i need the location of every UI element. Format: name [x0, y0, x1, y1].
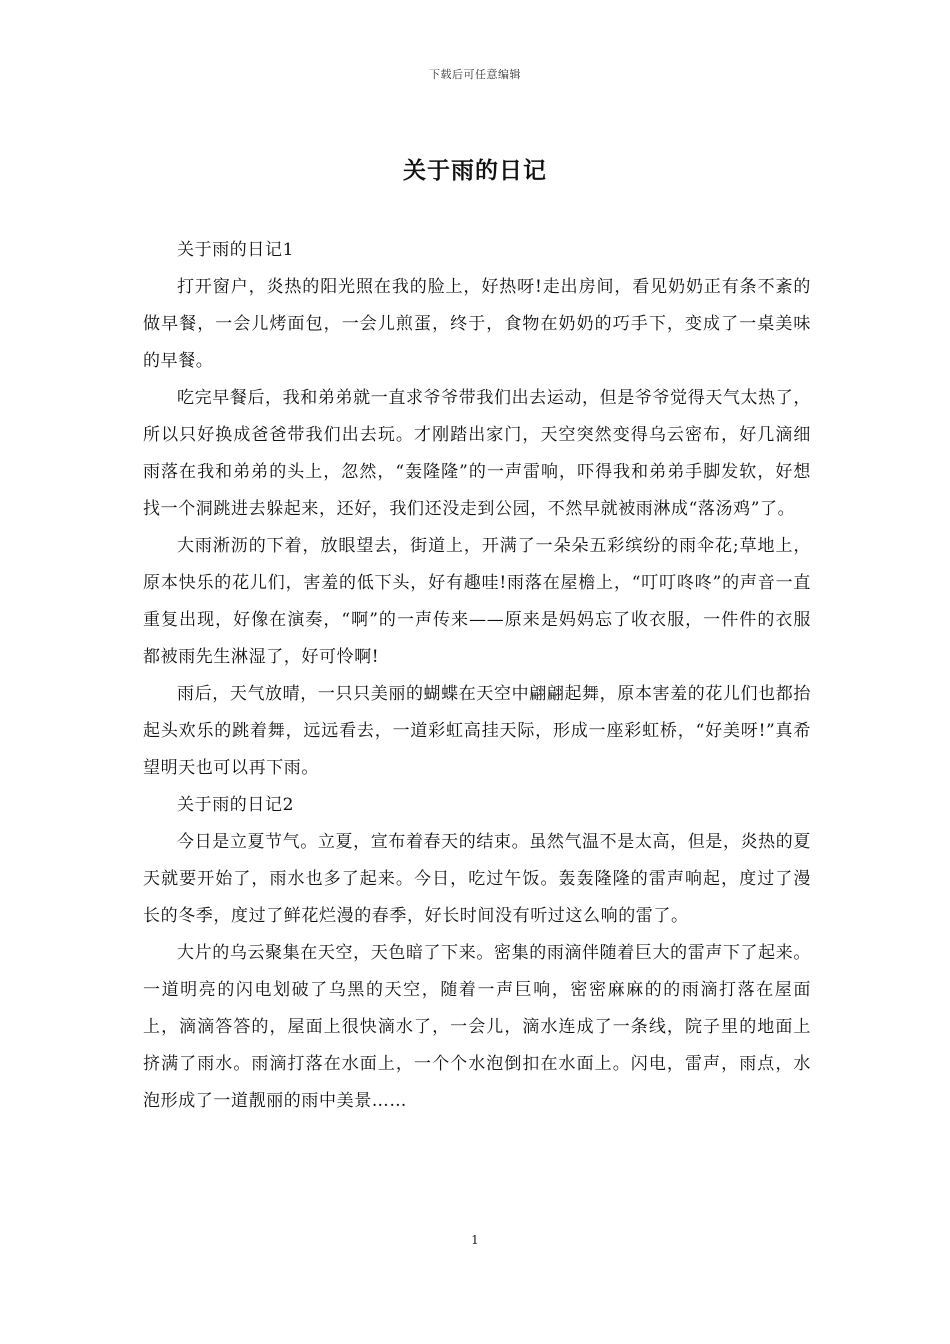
- document-title: 关于雨的日记: [403, 157, 547, 184]
- page-number: 1: [471, 1233, 479, 1247]
- section-heading-1: 关于雨的日记1: [177, 240, 295, 260]
- paragraph: 大片的乌云聚集在天空，天色暗了下来。密集的雨滴伴随着巨大的雷声下了起来。一道明亮的闪电划破了乌黑的天空，随着一声巨响，密密麻麻的的雨滴打落在屋面上，滴滴答答的，屋面上很快滴水了，一会儿，滴水连成了一条线，院子里的地面上挤满了雨水。雨滴打落在水面上，一个个水泡倒扣在水面上。闪电，雷声，雨点，水泡形成了一道靓丽的雨中美景……: [143, 943, 811, 1111]
- paragraph: 吃完早餐后，我和弟弟就一直求爷爷带我们出去运动，但是爷爷觉得天气太热了，所以只好换成爸爸带我们出去玩。才刚踏出家门，天空突然变得乌云密布，好几滴细雨落在我和弟弟的头上，忽然，“轰隆隆”的一声雷响，吓得我和弟弟手脚发软，好想找一个洞跳进去躲起来，还好，我们还没走到公园，不然早就被雨淋成“落汤鸡”了。: [143, 388, 811, 519]
- paragraph: 大雨淅沥的下着，放眼望去，街道上，开满了一朵朵五彩缤纷的雨伞花;草地上，原本快乐的花儿们，害羞的低下头，好有趣哇!雨落在屋檐上，“叮叮咚咚”的声音一直重复出现，好像在演奏，“啊”的一声传来——原来是妈妈忘了收衣服，一件件的衣服都被雨先生淋湿了，好可怜啊!: [143, 536, 811, 667]
- header-note: 下载后可任意编辑: [429, 68, 521, 81]
- paragraph: 今日是立夏节气。立夏，宣布着春天的结束。虽然气温不是太高，但是，炎热的夏天就要开始了，雨水也多了起来。今日，吃过午饭。轰轰隆隆的雷声响起，度过了漫长的冬季，度过了鲜花烂漫的春季，好长时间没有听过这么响的雷了。: [143, 832, 811, 926]
- document-body: [143, 232, 811, 1120]
- paragraph: 打开窗户，炎热的阳光照在我的脸上，好热呀!走出房间，看见奶奶正有条不紊的做早餐，一会儿烤面包，一会儿煎蛋，终于，食物在奶奶的巧手下，变成了一桌美味的早餐。: [143, 277, 811, 371]
- section-heading-2: 关于雨的日记2: [177, 795, 295, 815]
- paragraph: 雨后，天气放晴，一只只美丽的蝴蝶在天空中翩翩起舞，原本害羞的花儿们也都抬起头欢乐的跳着舞，远远看去，一道彩虹高挂天际，形成一座彩虹桥，“好美呀!”真希望明天也可以再下雨。: [143, 684, 811, 778]
